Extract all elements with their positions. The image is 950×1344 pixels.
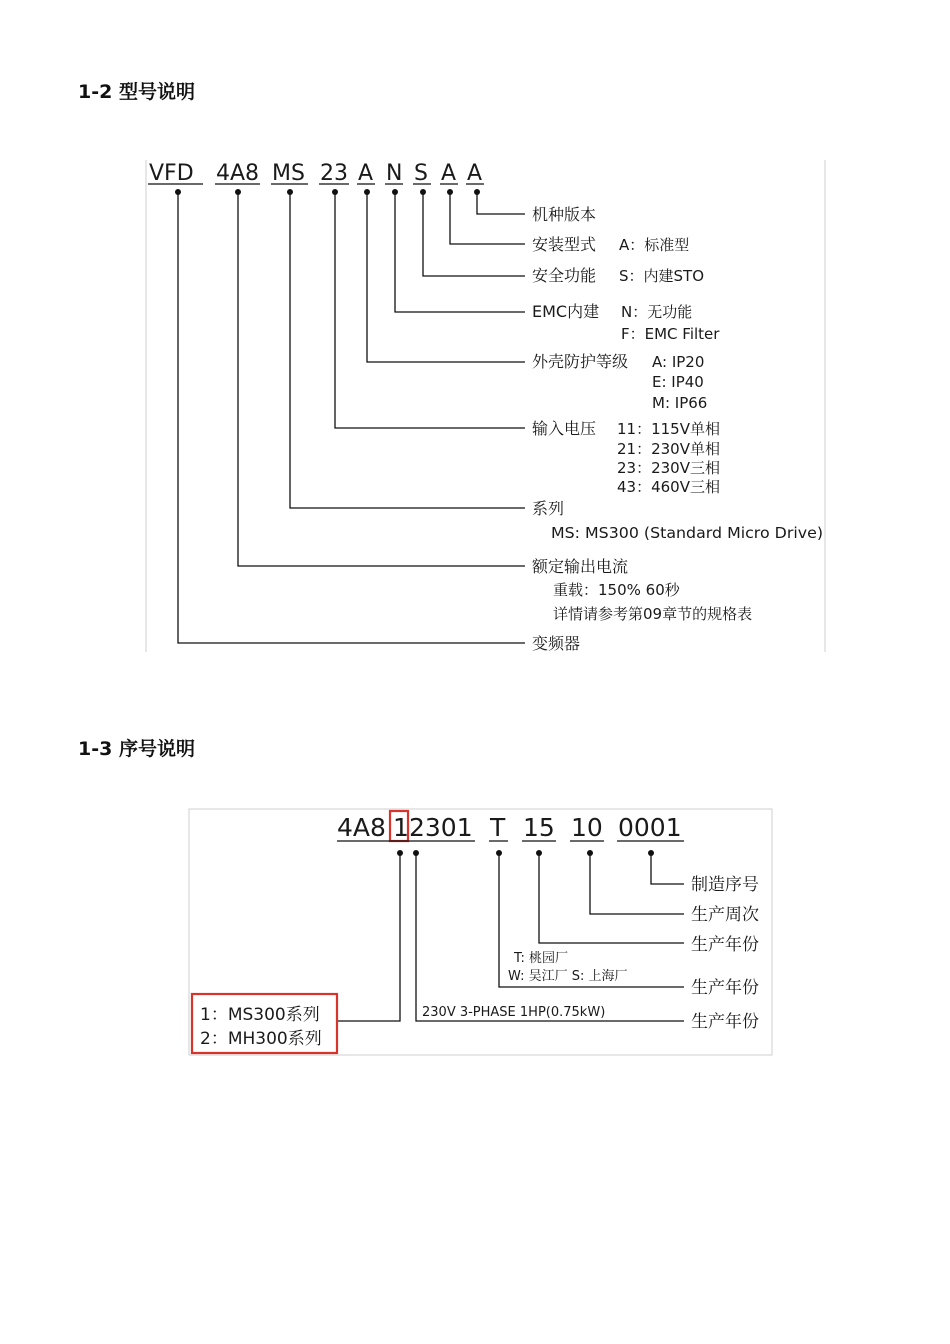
serial-label-week: 生产周次	[691, 905, 759, 925]
label-ip-value-1: A: IP20	[652, 353, 705, 371]
model-code-vfd: VFD	[149, 161, 194, 186]
label-current-value-1: 重载：150% 60秒	[553, 581, 680, 599]
serial-series-1: 1：MS300系列	[200, 1005, 320, 1025]
label-emc-value-2: F：EMC Filter	[621, 325, 720, 343]
model-code-safety: S	[414, 161, 428, 186]
label-voltage-value-1: 11：115V单相	[617, 420, 720, 438]
serial-code-week: 10	[571, 813, 603, 842]
serial-model-desc: 230V 3-PHASE 1HP(0.75kW)	[422, 1005, 606, 1020]
serial-factory-2: W: 吴江厂 S: 上海厂	[508, 969, 628, 984]
serial-code-year: 15	[523, 813, 555, 842]
model-diagram	[146, 160, 825, 653]
serial-label-model: 生产年份	[691, 1012, 759, 1032]
label-ip-value-3: M: IP66	[652, 394, 708, 412]
serial-label-seq: 制造序号	[691, 875, 759, 895]
label-ip: 外壳防护等级	[532, 352, 629, 371]
label-series-value: MS: MS300 (Standard Micro Drive)	[551, 524, 823, 542]
serial-code-factory: T	[490, 813, 506, 842]
serial-diagram	[189, 809, 772, 1055]
label-type-value: A：标准型	[619, 236, 690, 254]
label-ip-value-2: E: IP40	[652, 373, 704, 391]
label-voltage: 输入电压	[532, 419, 597, 438]
section-heading-serial: 1-3 序号说明	[78, 738, 195, 760]
model-code-ip: A	[358, 161, 374, 186]
label-version: 机种版本	[532, 205, 597, 224]
serial-factory-1: T: 桃园厂	[514, 951, 569, 966]
section-heading-model: 1-2 型号说明	[78, 81, 195, 103]
model-code-voltage: 23	[320, 161, 348, 186]
model-code-type: A	[441, 161, 457, 186]
label-voltage-value-4: 43：460V三相	[617, 478, 720, 496]
label-emc-value-1: N：无功能	[621, 303, 693, 321]
label-current: 额定输出电流	[532, 557, 629, 576]
model-code-version: A	[467, 161, 483, 186]
serial-code-seq: 0001	[618, 813, 682, 842]
model-code-emc: N	[386, 161, 403, 186]
label-series: 系列	[532, 499, 565, 518]
label-inverter: 变频器	[532, 634, 581, 653]
label-current-value-2: 详情请参考第09章节的规格表	[553, 605, 753, 623]
label-voltage-value-3: 23：230V三相	[617, 459, 720, 477]
label-voltage-value-2: 21：230V单相	[617, 440, 720, 458]
label-safety: 安全功能	[532, 266, 597, 285]
serial-code-model: 4A8	[337, 813, 386, 842]
model-code-series: MS	[272, 161, 305, 186]
label-emc: EMC内建	[532, 302, 600, 321]
model-code-current: 4A8	[216, 161, 260, 186]
label-safety-value: S：内建STO	[619, 267, 705, 285]
serial-code-voltage: 2301	[409, 813, 473, 842]
serial-series-2: 2：MH300系列	[200, 1029, 322, 1049]
label-type: 安装型式	[532, 235, 597, 254]
serial-code-series: 1	[393, 813, 409, 842]
serial-label-factory: 生产年份	[691, 978, 759, 998]
serial-label-year: 生产年份	[691, 935, 759, 955]
